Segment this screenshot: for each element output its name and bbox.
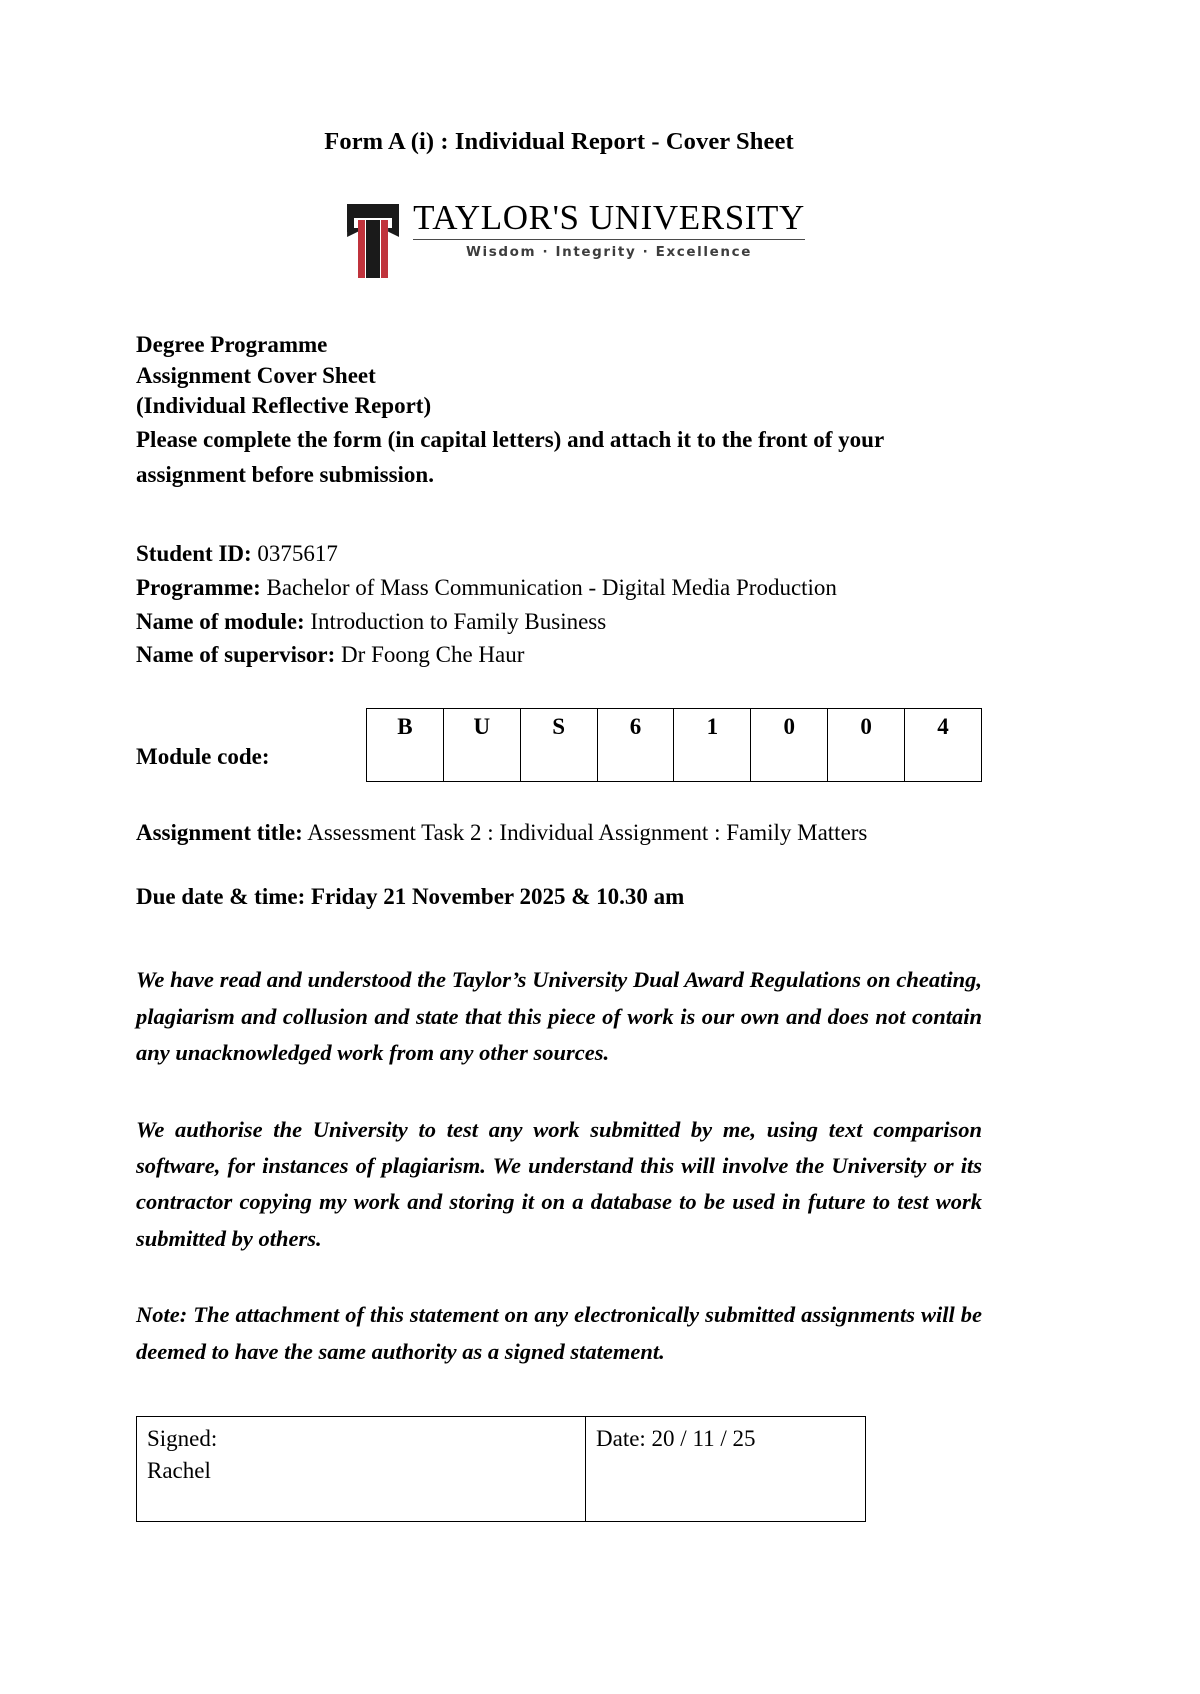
logo-university-name: TAYLOR'S UNIVERSITY xyxy=(413,198,805,237)
detail-label: Student ID: xyxy=(136,541,252,567)
logo-tagline: Wisdom · Integrity · Excellence xyxy=(466,244,752,261)
declaration-paragraph-2: We authorise the University to test any work submitted by me, using text comparison software, for instances of plagiarism. We understand this will involve the University or its contractor copying my work and storing it on a database to be used in future to test work submitted by others. xyxy=(136,1116,982,1251)
date-label: Date: 20 / 11 / 25 xyxy=(596,1426,756,1452)
intro-line-2: Assignment Cover Sheet xyxy=(136,362,376,388)
detail-label: Name of module: xyxy=(136,608,305,634)
shield-bar-red-2 xyxy=(381,220,388,278)
intro-line-3: (Individual Reflective Report) xyxy=(136,393,432,419)
module-code-cell-2[interactable]: U xyxy=(443,709,520,782)
shield-cap-left-bevel xyxy=(347,228,358,237)
intro-line-4: Please complete the form (in capital letters) and attach it to the front of your assignment before submission. xyxy=(136,426,884,488)
logo-text xyxy=(413,196,805,260)
signed-cell[interactable] xyxy=(137,1417,586,1522)
detail-value: 0375617 xyxy=(257,541,338,567)
module-code-cell-3[interactable]: S xyxy=(520,709,597,782)
module-code-table xyxy=(366,708,982,782)
module-code-label: Module code: xyxy=(136,744,270,770)
detail-row-student-id xyxy=(136,537,982,571)
detail-value: Bachelor of Mass Communication - Digital Media Production xyxy=(266,574,837,600)
detail-row-module-name xyxy=(136,605,982,639)
module-code-cell-8[interactable]: 4 xyxy=(905,709,982,782)
date-cell[interactable] xyxy=(586,1417,866,1522)
module-code-cell-5[interactable]: 1 xyxy=(674,709,751,782)
logo-block xyxy=(347,196,805,278)
detail-label: Programme: xyxy=(136,574,261,600)
detail-row-programme xyxy=(136,571,982,605)
taylors-shield-icon xyxy=(347,196,399,278)
page-title: Form A (i) : Individual Report - Cover Sheet xyxy=(324,128,794,155)
assignment-title-label: Assignment title: xyxy=(136,820,303,846)
university-logo xyxy=(170,196,982,278)
signed-label: Signed: xyxy=(147,1426,218,1452)
module-code-cell-4[interactable]: 6 xyxy=(597,709,674,782)
due-date-row: Due date & time: Friday 21 November 2025 & 10.30 am xyxy=(136,884,685,910)
signature-table xyxy=(136,1416,866,1522)
shield-bar-dark-1 xyxy=(366,220,373,278)
detail-value: Introduction to Family Business xyxy=(310,608,607,634)
detail-value: Dr Foong Che Haur xyxy=(341,642,525,668)
table-row xyxy=(367,709,982,782)
assignment-title-row xyxy=(136,820,982,846)
detail-label: Name of supervisor: xyxy=(136,642,336,668)
assignment-title-value: Assessment Task 2 : Individual Assignment : Family Matters xyxy=(307,820,868,846)
logo-divider xyxy=(413,239,805,241)
module-code-cell-6[interactable]: 0 xyxy=(751,709,828,782)
shield-bar-dark-2 xyxy=(373,220,380,278)
shield-cap-right-bevel xyxy=(388,228,399,237)
detail-row-supervisor xyxy=(136,638,982,672)
intro-line-1: Degree Programme xyxy=(136,332,328,357)
shield-cap-left xyxy=(347,204,354,232)
shield-cap-right xyxy=(392,204,399,232)
module-code-section xyxy=(136,708,982,782)
declaration-paragraph-1: We have read and understood the Taylor’s University Dual Award Regulations on cheating, plagiarism and collusion and state that this piece of work is our own and does not contain any unacknowledged work from any other sources. xyxy=(136,967,982,1066)
module-code-cell-7[interactable]: 0 xyxy=(828,709,905,782)
shield-bar-red-1 xyxy=(358,220,365,278)
declaration-note: Note: The attachment of this statement on any electronically submitted assignments will be deemed to have the same authority as a signed statement. xyxy=(136,1302,982,1364)
table-row xyxy=(137,1417,866,1522)
module-code-cell-1[interactable]: B xyxy=(367,709,444,782)
student-details xyxy=(136,537,982,672)
signed-value: Rachel xyxy=(147,1457,211,1483)
document-content xyxy=(136,0,982,1522)
intro-block xyxy=(136,330,982,493)
